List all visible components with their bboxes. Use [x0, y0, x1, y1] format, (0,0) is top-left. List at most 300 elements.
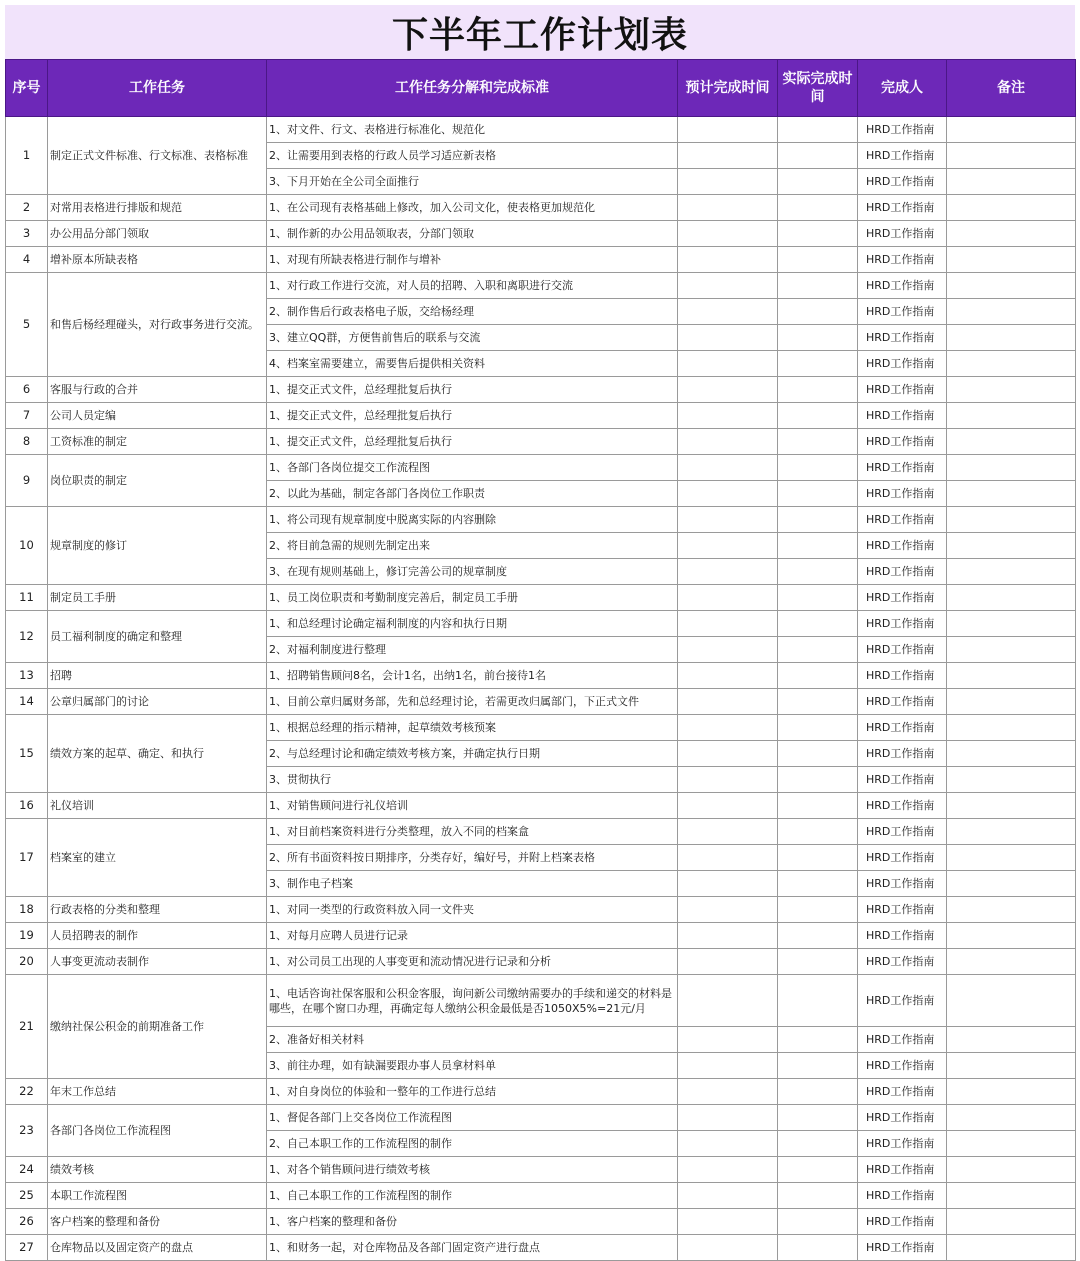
note-cell[interactable]	[947, 611, 1076, 637]
table-body	[6, 117, 1076, 1261]
table-row	[6, 715, 1076, 741]
actual-date-cell[interactable]	[778, 715, 858, 741]
planned-date-cell[interactable]	[678, 793, 778, 819]
task-name-cell[interactable]: 规章制度的修订	[48, 507, 267, 585]
planned-date-cell[interactable]	[678, 637, 778, 663]
note-cell[interactable]	[947, 507, 1076, 533]
breakdown-cell[interactable]: 1、将公司现有规章制度中脱离实际的内容删除	[267, 507, 678, 533]
owner-cell[interactable]: HRD工作指南	[858, 741, 947, 767]
breakdown-cell[interactable]: 3、制作电子档案	[267, 871, 678, 897]
planned-date-cell[interactable]	[678, 715, 778, 741]
note-cell[interactable]	[947, 845, 1076, 871]
task-name-cell[interactable]: 对常用表格进行排版和规范	[48, 195, 267, 221]
table-row	[6, 975, 1076, 1027]
breakdown-cell[interactable]: 1、督促各部门上交各岗位工作流程图	[267, 1105, 678, 1131]
planned-date-cell[interactable]	[678, 1209, 778, 1235]
task-name-cell[interactable]: 礼仪培训	[48, 793, 267, 819]
owner-cell[interactable]: HRD工作指南	[858, 949, 947, 975]
task-name-cell[interactable]: 年末工作总结	[48, 1079, 267, 1105]
note-cell[interactable]	[947, 1209, 1076, 1235]
task-number-cell[interactable]: 21	[6, 975, 48, 1079]
actual-date-cell[interactable]	[778, 819, 858, 845]
breakdown-cell[interactable]: 2、所有书面资料按日期排序，分类存好，编好号，并附上档案表格	[267, 845, 678, 871]
note-cell[interactable]	[947, 559, 1076, 585]
planned-date-cell[interactable]	[678, 741, 778, 767]
task-name-cell[interactable]: 招聘	[48, 663, 267, 689]
owner-cell[interactable]: HRD工作指南	[858, 663, 947, 689]
task-name-cell[interactable]: 员工福利制度的确定和整理	[48, 611, 267, 663]
breakdown-cell[interactable]: 2、让需要用到表格的行政人员学习适应新表格	[267, 143, 678, 169]
planned-date-cell[interactable]	[678, 689, 778, 715]
breakdown-cell[interactable]: 4、档案室需要建立，需要售后提供相关资料	[267, 351, 678, 377]
note-cell[interactable]	[947, 377, 1076, 403]
owner-cell[interactable]: HRD工作指南	[858, 689, 947, 715]
actual-date-cell[interactable]	[778, 741, 858, 767]
breakdown-cell[interactable]: 1、员工岗位职责和考勤制度完善后，制定员工手册	[267, 585, 678, 611]
actual-date-cell[interactable]	[778, 611, 858, 637]
task-number-cell[interactable]: 13	[6, 663, 48, 689]
breakdown-cell[interactable]: 3、前往办理，如有缺漏要跟办事人员拿材料单	[267, 1053, 678, 1079]
note-cell[interactable]	[947, 273, 1076, 299]
planned-date-cell[interactable]	[678, 1157, 778, 1183]
task-number-cell[interactable]: 16	[6, 793, 48, 819]
note-cell[interactable]	[947, 715, 1076, 741]
task-name-cell[interactable]: 工资标准的制定	[48, 429, 267, 455]
planned-date-cell[interactable]	[678, 975, 778, 1027]
owner-cell[interactable]: HRD工作指南	[858, 1105, 947, 1131]
planned-date-cell[interactable]	[678, 273, 778, 299]
task-name-cell[interactable]: 本职工作流程图	[48, 1183, 267, 1209]
breakdown-cell[interactable]: 1、提交正式文件，总经理批复后执行	[267, 403, 678, 429]
task-name-cell[interactable]: 客户档案的整理和备份	[48, 1209, 267, 1235]
owner-cell[interactable]: HRD工作指南	[858, 845, 947, 871]
task-name-cell[interactable]: 缴纳社保公积金的前期准备工作	[48, 975, 267, 1079]
owner-cell[interactable]: HRD工作指南	[858, 169, 947, 195]
actual-date-cell[interactable]	[778, 897, 858, 923]
breakdown-cell[interactable]: 1、对现有所缺表格进行制作与增补	[267, 247, 678, 273]
breakdown-cell[interactable]: 1、和财务一起，对仓库物品及各部门固定资产进行盘点	[267, 1235, 678, 1261]
owner-cell[interactable]: HRD工作指南	[858, 1053, 947, 1079]
note-cell[interactable]	[947, 247, 1076, 273]
task-number-cell[interactable]: 23	[6, 1105, 48, 1157]
planned-date-cell[interactable]	[678, 429, 778, 455]
task-number-cell[interactable]: 11	[6, 585, 48, 611]
owner-cell[interactable]: HRD工作指南	[858, 325, 947, 351]
actual-date-cell[interactable]	[778, 455, 858, 481]
actual-date-cell[interactable]	[778, 1183, 858, 1209]
breakdown-cell[interactable]: 2、准备好相关材料	[267, 1027, 678, 1053]
note-cell[interactable]	[947, 923, 1076, 949]
planned-date-cell[interactable]	[678, 663, 778, 689]
task-name-cell[interactable]: 办公用品分部门领取	[48, 221, 267, 247]
note-cell[interactable]	[947, 299, 1076, 325]
planned-date-cell[interactable]	[678, 845, 778, 871]
actual-date-cell[interactable]	[778, 1079, 858, 1105]
task-name-cell[interactable]: 人事变更流动表制作	[48, 949, 267, 975]
note-cell[interactable]	[947, 351, 1076, 377]
table-row	[6, 819, 1076, 845]
actual-date-cell[interactable]	[778, 663, 858, 689]
task-number-cell[interactable]: 7	[6, 403, 48, 429]
table-row	[6, 117, 1076, 143]
task-number-cell[interactable]: 27	[6, 1235, 48, 1261]
note-cell[interactable]	[947, 585, 1076, 611]
table-row	[6, 377, 1076, 403]
task-number-cell[interactable]: 26	[6, 1209, 48, 1235]
note-cell[interactable]	[947, 975, 1076, 1027]
owner-cell[interactable]: HRD工作指南	[858, 455, 947, 481]
breakdown-cell[interactable]: 1、对行政工作进行交流，对人员的招聘、入职和离职进行交流	[267, 273, 678, 299]
note-cell[interactable]	[947, 221, 1076, 247]
planned-date-cell[interactable]	[678, 1105, 778, 1131]
owner-cell[interactable]: HRD工作指南	[858, 299, 947, 325]
task-name-cell[interactable]: 人员招聘表的制作	[48, 923, 267, 949]
note-cell[interactable]	[947, 793, 1076, 819]
note-cell[interactable]	[947, 325, 1076, 351]
task-name-cell[interactable]: 各部门各岗位工作流程图	[48, 1105, 267, 1157]
breakdown-cell[interactable]: 1、对同一类型的行政资料放入同一文件夹	[267, 897, 678, 923]
breakdown-cell[interactable]: 1、和总经理讨论确定福利制度的内容和执行日期	[267, 611, 678, 637]
owner-cell[interactable]: HRD工作指南	[858, 273, 947, 299]
note-cell[interactable]	[947, 533, 1076, 559]
planned-date-cell[interactable]	[678, 481, 778, 507]
owner-cell[interactable]: HRD工作指南	[858, 1235, 947, 1261]
planned-date-cell[interactable]	[678, 1027, 778, 1053]
planned-date-cell[interactable]	[678, 195, 778, 221]
note-cell[interactable]	[947, 1157, 1076, 1183]
breakdown-cell[interactable]: 2、制作售后行政表格电子版，交给杨经理	[267, 299, 678, 325]
owner-cell[interactable]: HRD工作指南	[858, 611, 947, 637]
note-cell[interactable]	[947, 1183, 1076, 1209]
table-row	[6, 507, 1076, 533]
task-number-cell[interactable]: 19	[6, 923, 48, 949]
owner-cell[interactable]: HRD工作指南	[858, 221, 947, 247]
task-name-cell[interactable]: 仓库物品以及固定资产的盘点	[48, 1235, 267, 1261]
breakdown-cell[interactable]: 2、自己本职工作的工作流程图的制作	[267, 1131, 678, 1157]
actual-date-cell[interactable]	[778, 403, 858, 429]
actual-date-cell[interactable]	[778, 871, 858, 897]
note-cell[interactable]	[947, 169, 1076, 195]
planned-date-cell[interactable]	[678, 533, 778, 559]
breakdown-cell[interactable]: 1、对文件、行文、表格进行标准化、规范化	[267, 117, 678, 143]
planned-date-cell[interactable]	[678, 897, 778, 923]
actual-date-cell[interactable]	[778, 585, 858, 611]
table-row	[6, 1105, 1076, 1131]
note-cell[interactable]	[947, 637, 1076, 663]
task-number-cell[interactable]: 5	[6, 273, 48, 377]
owner-cell[interactable]: HRD工作指南	[858, 1209, 947, 1235]
actual-date-cell[interactable]	[778, 533, 858, 559]
breakdown-cell[interactable]: 1、根据总经理的指示精神，起草绩效考核预案	[267, 715, 678, 741]
table-row	[6, 1079, 1076, 1105]
owner-cell[interactable]: HRD工作指南	[858, 351, 947, 377]
breakdown-cell[interactable]: 1、自己本职工作的工作流程图的制作	[267, 1183, 678, 1209]
owner-cell[interactable]: HRD工作指南	[858, 195, 947, 221]
note-cell[interactable]	[947, 481, 1076, 507]
title-bar	[5, 5, 1075, 59]
task-number-cell[interactable]: 8	[6, 429, 48, 455]
note-cell[interactable]	[947, 1027, 1076, 1053]
actual-date-cell[interactable]	[778, 481, 858, 507]
task-number-cell[interactable]: 10	[6, 507, 48, 585]
owner-cell[interactable]: HRD工作指南	[858, 117, 947, 143]
note-cell[interactable]	[947, 689, 1076, 715]
actual-date-cell[interactable]	[778, 1027, 858, 1053]
note-cell[interactable]	[947, 897, 1076, 923]
header-owner: 完成人	[858, 60, 947, 117]
task-number-cell[interactable]: 1	[6, 117, 48, 195]
breakdown-cell[interactable]: 2、对福利制度进行整理	[267, 637, 678, 663]
note-cell[interactable]	[947, 117, 1076, 143]
owner-cell[interactable]: HRD工作指南	[858, 559, 947, 585]
owner-cell[interactable]: HRD工作指南	[858, 897, 947, 923]
note-cell[interactable]	[947, 1131, 1076, 1157]
owner-cell[interactable]: HRD工作指南	[858, 1183, 947, 1209]
note-cell[interactable]	[947, 1079, 1076, 1105]
planned-date-cell[interactable]	[678, 1131, 778, 1157]
table-row	[6, 949, 1076, 975]
owner-cell[interactable]: HRD工作指南	[858, 533, 947, 559]
table-row	[6, 273, 1076, 299]
header-row	[6, 60, 1076, 117]
actual-date-cell[interactable]	[778, 559, 858, 585]
breakdown-cell[interactable]: 1、目前公章归属财务部，先和总经理讨论，若需更改归属部门，下正式文件	[267, 689, 678, 715]
planned-date-cell[interactable]	[678, 767, 778, 793]
actual-date-cell[interactable]	[778, 507, 858, 533]
planned-date-cell[interactable]	[678, 585, 778, 611]
task-number-cell[interactable]: 18	[6, 897, 48, 923]
task-name-cell[interactable]: 和售后杨经理碰头，对行政事务进行交流。	[48, 273, 267, 377]
breakdown-cell[interactable]: 1、各部门各岗位提交工作流程图	[267, 455, 678, 481]
note-cell[interactable]	[947, 819, 1076, 845]
breakdown-cell[interactable]: 1、提交正式文件，总经理批复后执行	[267, 429, 678, 455]
planned-date-cell[interactable]	[678, 1053, 778, 1079]
note-cell[interactable]	[947, 1105, 1076, 1131]
breakdown-cell[interactable]: 1、提交正式文件，总经理批复后执行	[267, 377, 678, 403]
note-cell[interactable]	[947, 663, 1076, 689]
owner-cell[interactable]: HRD工作指南	[858, 871, 947, 897]
actual-date-cell[interactable]	[778, 377, 858, 403]
table-row	[6, 247, 1076, 273]
table-row	[6, 429, 1076, 455]
actual-date-cell[interactable]	[778, 793, 858, 819]
planned-date-cell[interactable]	[678, 1079, 778, 1105]
planned-date-cell[interactable]	[678, 611, 778, 637]
task-number-cell[interactable]: 9	[6, 455, 48, 507]
task-number-cell[interactable]: 25	[6, 1183, 48, 1209]
actual-date-cell[interactable]	[778, 195, 858, 221]
actual-date-cell[interactable]	[778, 689, 858, 715]
actual-date-cell[interactable]	[778, 221, 858, 247]
task-number-cell[interactable]: 14	[6, 689, 48, 715]
task-name-cell[interactable]: 岗位职责的制定	[48, 455, 267, 507]
note-cell[interactable]	[947, 1235, 1076, 1261]
task-name-cell[interactable]: 客服与行政的合并	[48, 377, 267, 403]
task-name-cell[interactable]: 公章归属部门的讨论	[48, 689, 267, 715]
breakdown-cell[interactable]: 2、与总经理讨论和确定绩效考核方案，并确定执行日期	[267, 741, 678, 767]
planned-date-cell[interactable]	[678, 1235, 778, 1261]
note-cell[interactable]	[947, 455, 1076, 481]
breakdown-cell[interactable]: 3、建立QQ群，方便售前售后的联系与交流	[267, 325, 678, 351]
owner-cell[interactable]: HRD工作指南	[858, 507, 947, 533]
task-name-cell[interactable]: 增补原本所缺表格	[48, 247, 267, 273]
breakdown-cell[interactable]: 1、对销售顾问进行礼仪培训	[267, 793, 678, 819]
breakdown-cell[interactable]: 1、制作新的办公用品领取表，分部门领取	[267, 221, 678, 247]
actual-date-cell[interactable]	[778, 1209, 858, 1235]
planned-date-cell[interactable]	[678, 377, 778, 403]
actual-date-cell[interactable]	[778, 429, 858, 455]
actual-date-cell[interactable]	[778, 117, 858, 143]
owner-cell[interactable]: HRD工作指南	[858, 819, 947, 845]
actual-date-cell[interactable]	[778, 169, 858, 195]
planned-date-cell[interactable]	[678, 923, 778, 949]
owner-cell[interactable]: HRD工作指南	[858, 143, 947, 169]
note-cell[interactable]	[947, 429, 1076, 455]
breakdown-cell[interactable]: 1、对公司员工出现的人事变更和流动情况进行记录和分析	[267, 949, 678, 975]
task-number-cell[interactable]: 4	[6, 247, 48, 273]
actual-date-cell[interactable]	[778, 299, 858, 325]
task-name-cell[interactable]: 绩效考核	[48, 1157, 267, 1183]
owner-cell[interactable]: HRD工作指南	[858, 1027, 947, 1053]
table-row	[6, 793, 1076, 819]
note-cell[interactable]	[947, 195, 1076, 221]
breakdown-cell[interactable]: 1、对各个销售顾问进行绩效考核	[267, 1157, 678, 1183]
page-title: 下半年工作计划表	[391, 14, 688, 56]
owner-cell[interactable]: HRD工作指南	[858, 637, 947, 663]
planned-date-cell[interactable]	[678, 143, 778, 169]
breakdown-cell[interactable]: 1、对每月应聘人员进行记录	[267, 923, 678, 949]
breakdown-cell[interactable]: 1、电话咨询社保客服和公积金客服，询问新公司缴纳需要办的手续和递交的材料是哪些，在哪个窗口办理，再确定每人缴纳公积金最低是否1050X5%=21元/月	[267, 975, 678, 1027]
task-number-cell[interactable]: 17	[6, 819, 48, 897]
owner-cell[interactable]: HRD工作指南	[858, 923, 947, 949]
task-number-cell[interactable]: 3	[6, 221, 48, 247]
worksheet	[5, 5, 1075, 1254]
breakdown-cell[interactable]: 3、在现有规则基础上，修订完善公司的规章制度	[267, 559, 678, 585]
table-row	[6, 195, 1076, 221]
owner-cell[interactable]: HRD工作指南	[858, 585, 947, 611]
breakdown-cell[interactable]: 1、在公司现有表格基础上修改，加入公司文化，使表格更加规范化	[267, 195, 678, 221]
owner-cell[interactable]: HRD工作指南	[858, 377, 947, 403]
work-plan-table	[5, 59, 1076, 1261]
breakdown-cell[interactable]: 3、贯彻执行	[267, 767, 678, 793]
planned-date-cell[interactable]	[678, 325, 778, 351]
actual-date-cell[interactable]	[778, 1053, 858, 1079]
owner-cell[interactable]: HRD工作指南	[858, 715, 947, 741]
owner-cell[interactable]: HRD工作指南	[858, 481, 947, 507]
owner-cell[interactable]: HRD工作指南	[858, 247, 947, 273]
actual-date-cell[interactable]	[778, 273, 858, 299]
header-planned-date: 预计完成时间	[678, 60, 778, 117]
task-number-cell[interactable]: 6	[6, 377, 48, 403]
table-row	[6, 923, 1076, 949]
note-cell[interactable]	[947, 871, 1076, 897]
actual-date-cell[interactable]	[778, 923, 858, 949]
breakdown-cell[interactable]: 1、招聘销售顾问8名，会计1名，出纳1名，前台接待1名	[267, 663, 678, 689]
breakdown-cell[interactable]: 1、对自身岗位的体验和一整年的工作进行总结	[267, 1079, 678, 1105]
note-cell[interactable]	[947, 403, 1076, 429]
breakdown-cell[interactable]: 2、将目前急需的规则先制定出来	[267, 533, 678, 559]
planned-date-cell[interactable]	[678, 299, 778, 325]
table-row	[6, 611, 1076, 637]
task-name-cell[interactable]: 制定正式文件标准、行文标准、表格标准	[48, 117, 267, 195]
planned-date-cell[interactable]	[678, 1183, 778, 1209]
planned-date-cell[interactable]	[678, 403, 778, 429]
task-number-cell[interactable]: 22	[6, 1079, 48, 1105]
actual-date-cell[interactable]	[778, 143, 858, 169]
actual-date-cell[interactable]	[778, 1131, 858, 1157]
planned-date-cell[interactable]	[678, 221, 778, 247]
owner-cell[interactable]: HRD工作指南	[858, 1157, 947, 1183]
planned-date-cell[interactable]	[678, 117, 778, 143]
planned-date-cell[interactable]	[678, 559, 778, 585]
actual-date-cell[interactable]	[778, 1105, 858, 1131]
planned-date-cell[interactable]	[678, 819, 778, 845]
owner-cell[interactable]: HRD工作指南	[858, 1079, 947, 1105]
owner-cell[interactable]: HRD工作指南	[858, 1131, 947, 1157]
task-name-cell[interactable]: 档案室的建立	[48, 819, 267, 897]
task-name-cell[interactable]: 绩效方案的起草、确定、和执行	[48, 715, 267, 793]
note-cell[interactable]	[947, 949, 1076, 975]
breakdown-cell[interactable]: 3、下月开始在全公司全面推行	[267, 169, 678, 195]
actual-date-cell[interactable]	[778, 247, 858, 273]
planned-date-cell[interactable]	[678, 949, 778, 975]
task-name-cell[interactable]: 行政表格的分类和整理	[48, 897, 267, 923]
task-name-cell[interactable]: 制定员工手册	[48, 585, 267, 611]
actual-date-cell[interactable]	[778, 1235, 858, 1261]
actual-date-cell[interactable]	[778, 325, 858, 351]
breakdown-cell[interactable]: 1、客户档案的整理和备份	[267, 1209, 678, 1235]
task-number-cell[interactable]: 24	[6, 1157, 48, 1183]
planned-date-cell[interactable]	[678, 351, 778, 377]
actual-date-cell[interactable]	[778, 949, 858, 975]
task-number-cell[interactable]: 15	[6, 715, 48, 793]
note-cell[interactable]	[947, 767, 1076, 793]
header-actual-date: 实际完成时间	[778, 60, 858, 117]
header-breakdown: 工作任务分解和完成标准	[267, 60, 678, 117]
breakdown-cell[interactable]: 2、以此为基础，制定各部门各岗位工作职责	[267, 481, 678, 507]
planned-date-cell[interactable]	[678, 247, 778, 273]
note-cell[interactable]	[947, 1053, 1076, 1079]
task-number-cell[interactable]: 2	[6, 195, 48, 221]
owner-cell[interactable]: HRD工作指南	[858, 793, 947, 819]
owner-cell[interactable]: HRD工作指南	[858, 403, 947, 429]
breakdown-cell[interactable]: 1、对目前档案资料进行分类整理，放入不同的档案盒	[267, 819, 678, 845]
planned-date-cell[interactable]	[678, 507, 778, 533]
header-note: 备注	[947, 60, 1076, 117]
owner-cell[interactable]: HRD工作指南	[858, 975, 947, 1027]
note-cell[interactable]	[947, 143, 1076, 169]
task-number-cell[interactable]: 20	[6, 949, 48, 975]
task-number-cell[interactable]: 12	[6, 611, 48, 663]
owner-cell[interactable]: HRD工作指南	[858, 767, 947, 793]
planned-date-cell[interactable]	[678, 169, 778, 195]
planned-date-cell[interactable]	[678, 871, 778, 897]
actual-date-cell[interactable]	[778, 845, 858, 871]
table-row	[6, 689, 1076, 715]
actual-date-cell[interactable]	[778, 351, 858, 377]
table-row	[6, 221, 1076, 247]
actual-date-cell[interactable]	[778, 767, 858, 793]
actual-date-cell[interactable]	[778, 975, 858, 1027]
owner-cell[interactable]: HRD工作指南	[858, 429, 947, 455]
header-task: 工作任务	[48, 60, 267, 117]
actual-date-cell[interactable]	[778, 637, 858, 663]
planned-date-cell[interactable]	[678, 455, 778, 481]
note-cell[interactable]	[947, 741, 1076, 767]
task-name-cell[interactable]: 公司人员定编	[48, 403, 267, 429]
actual-date-cell[interactable]	[778, 1157, 858, 1183]
table-row	[6, 897, 1076, 923]
